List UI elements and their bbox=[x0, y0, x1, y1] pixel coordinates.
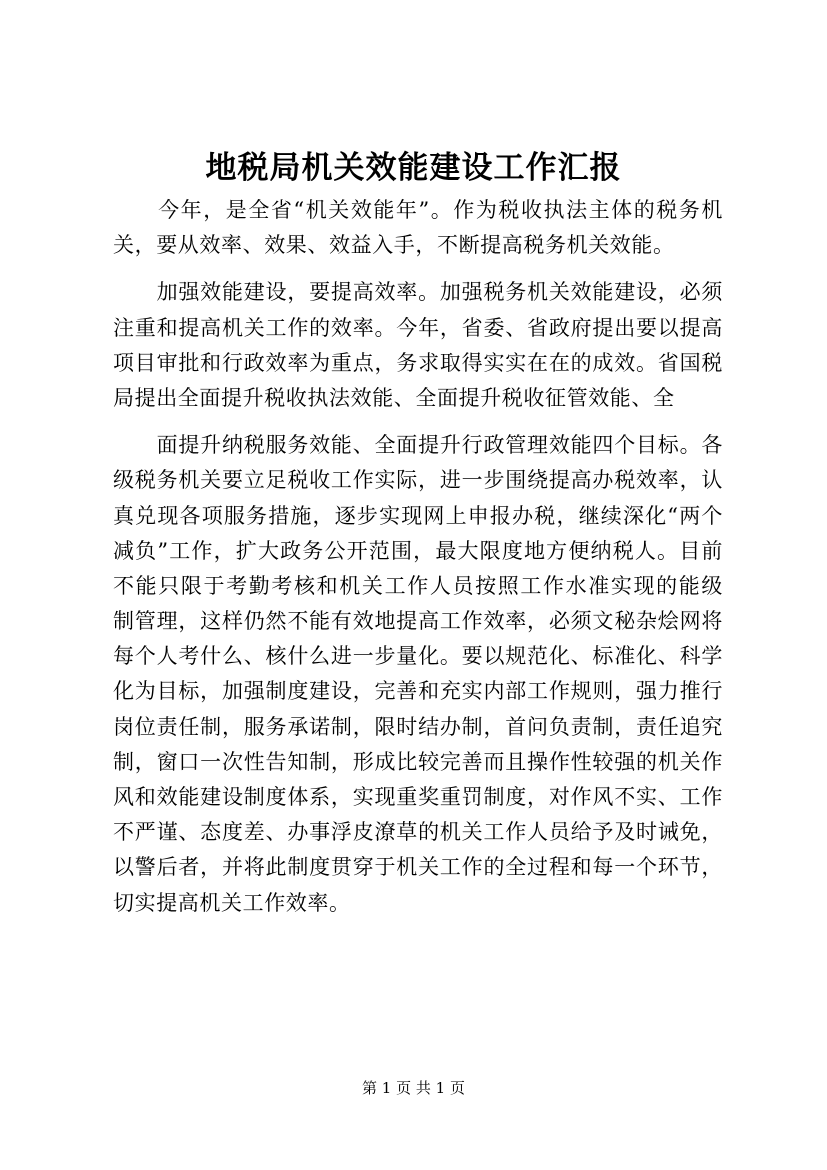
text-line: 岗位责任制，服务承诺制，限时结办制，首问负责制，责任追究 bbox=[113, 714, 723, 739]
text-line: 级税务机关要立足税收工作实际，进一步围绕提高办税效率，认 bbox=[113, 468, 723, 493]
text-line: 面提升纳税服务效能、全面提升行政管理效能四个目标。各 bbox=[113, 433, 723, 458]
text-line: 以警后者，并将此制度贯穿于机关工作的全过程和每一个环节， bbox=[113, 855, 723, 880]
text-line: 加强效能建设，要提高效率。加强税务机关效能建设，必须 bbox=[113, 280, 723, 305]
text-line: 制，窗口一次性告知制，形成比较完善而且操作性较强的机关作 bbox=[113, 749, 723, 774]
document-body bbox=[113, 193, 723, 933]
text-line: 局提出全面提升税收执法效能、全面提升税收征管效能、全 bbox=[113, 385, 675, 410]
document-title: 地税局机关效能建设工作汇报 bbox=[205, 150, 622, 186]
paragraph bbox=[113, 428, 723, 921]
paragraph bbox=[113, 193, 723, 263]
paragraph bbox=[113, 275, 723, 416]
text-line: 不严谨、态度差、办事浮皮潦草的机关工作人员给予及时诫免， bbox=[113, 820, 723, 845]
text-line: 注重和提高机关工作的效率。今年，省委、省政府提出要以提高 bbox=[113, 315, 723, 340]
text-line: 不能只限于考勤考核和机关工作人员按照工作水准实现的能级 bbox=[113, 573, 723, 598]
text-line: 制管理，这样仍然不能有效地提高工作效率，必须文秘杂烩网将 bbox=[113, 609, 723, 634]
text-line: 每个人考什么、核什么进一步量化。要以规范化、标准化、科学 bbox=[113, 644, 723, 669]
text-line: 化为目标，加强制度建设，完善和充实内部工作规则，强力推行 bbox=[113, 679, 723, 704]
text-line: 关，要从效率、效果、效益入手，不断提高税务机关效能。 bbox=[113, 233, 675, 258]
text-line: 真兑现各项服务措施，逐步实现网上申报办税，继续深化“两个 bbox=[113, 503, 723, 528]
text-line: 减负”工作，扩大政务公开范围，最大限度地方便纳税人。目前 bbox=[113, 538, 723, 563]
text-line: 切实提高机关工作效率。 bbox=[113, 890, 351, 915]
page-number-footer: 第 1 页 共 1 页 bbox=[362, 1079, 465, 1097]
text-line: 风和效能建设制度体系，实现重奖重罚制度，对作风不实、工作 bbox=[113, 785, 723, 809]
text-line: 今年，是全省“机关效能年”。作为税收执法主体的税务机 bbox=[113, 198, 723, 222]
text-line: 项目审批和行政效率为重点，务求取得实实在在的成效。省国税 bbox=[113, 350, 723, 375]
